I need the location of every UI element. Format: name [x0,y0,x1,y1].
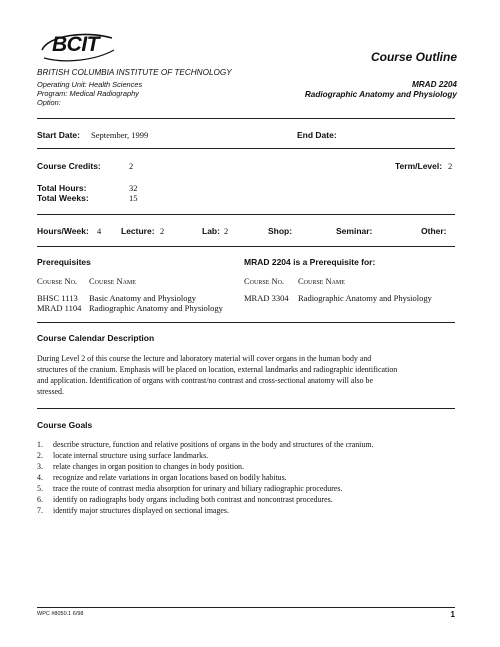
lecture-label: Lecture: [121,226,155,236]
description-line: During Level 2 of this course the lecture and laboratory material will cover organs in the human body and [37,354,372,363]
goal-text: recognize and relate variations in organ locations based on bodily habitus. [53,473,287,482]
credits-label: Course Credits: [37,161,101,171]
program: Program: Medical Radiography [37,89,139,98]
goal-text: trace the route of contrast media absorption for urinary and biliary radiographic procedures. [53,484,343,493]
divider-credits [37,214,455,215]
goal-number: 6. [37,495,43,504]
goal-text: describe structure, function and relative positions of organs in the body and structures of the cranium. [53,440,374,449]
divider-footer [37,607,455,608]
lecture-value: 2 [160,226,165,236]
page-number: 1 [450,610,455,619]
description-line: structures of the cranium. Emphasis will be placed on location, external landmarks and radiographic identification [37,365,398,374]
total-hours-label: Total Hours: [37,183,87,193]
doc-title: Course Outline [370,50,457,64]
divider-dates [37,148,455,149]
goals-title: Course Goals [37,420,93,430]
goal-number: 7. [37,506,43,515]
goal-text: relate changes in organ position to changes in body position. [53,462,244,471]
prereq-row-name: Radiographic Anatomy and Physiology [89,303,223,313]
goal-number: 3. [37,462,43,471]
start-date-value: September, 1999 [91,130,149,140]
goal-number: 1. [37,440,43,449]
course-name: Radiographic Anatomy and Physiology [304,90,457,99]
goal-text: identify on radiographs body organs including both contrast and noncontrast procedures. [53,495,333,504]
bcit-logo [36,28,116,68]
other-label: Other: [421,226,447,236]
option: Option: [37,98,61,107]
institute-name: BRITISH COLUMBIA INSTITUTE OF TECHNOLOGY [37,68,232,77]
divider-description [37,408,455,409]
total-weeks-value: 15 [129,193,138,203]
shop-label: Shop: [268,226,293,236]
course-code: MRAD 2204 [411,80,457,89]
end-date-label: End Date: [297,130,337,140]
goal-text: locate internal structure using surface landmarks. [53,451,209,460]
credits-value: 2 [129,161,134,171]
lab-value: 2 [224,226,229,236]
operating-unit: Operating Unit: Health Sciences [37,80,143,89]
description-line: and application. Identification of organs with contrast/no contrast and cross-sectional anatomy will also be [37,376,373,385]
prereq-row-no: BHSC 1113 [37,293,78,303]
form-code: WPC #8050.1 6/98 [37,611,84,617]
prereq-for-row-no: MRAD 3304 [244,293,289,303]
divider-header [37,118,455,119]
bcit-logo-text: BCIT [52,33,99,56]
goal-number: 2. [37,451,43,460]
prereq-col-no: Course No. [37,276,78,286]
seminar-label: Seminar: [336,226,373,236]
prereq-for-row-name: Radiographic Anatomy and Physiology [298,293,432,303]
description-title: Course Calendar Description [37,333,155,343]
divider-prereq [37,322,455,323]
description-line: stressed. [37,387,64,396]
total-weeks-label: Total Weeks: [37,193,89,203]
total-hours-value: 32 [129,183,138,193]
prereq-for-title: MRAD 2204 is a Prerequisite for: [244,257,376,267]
goal-number: 4. [37,473,43,482]
hours-week-value: 4 [97,226,102,236]
lab-label: Lab: [202,226,220,236]
start-date-label: Start Date: [37,130,80,140]
prereq-title: Prerequisites [37,257,91,267]
prereq-for-col-no: Course No. [244,276,285,286]
prereq-for-col-name: Course Name [298,276,345,286]
prereq-col-name: Course Name [89,276,136,286]
term-label: Term/Level: [395,161,443,171]
term-value: 2 [448,161,453,171]
prereq-row-name: Basic Anatomy and Physiology [89,293,196,303]
goal-number: 5. [37,484,43,493]
divider-schedule [37,246,455,247]
prereq-row-no: MRAD 1104 [37,303,82,313]
hours-week-label: Hours/Week: [37,226,89,236]
goal-text: identify major structures displayed on sectional images. [53,506,229,515]
